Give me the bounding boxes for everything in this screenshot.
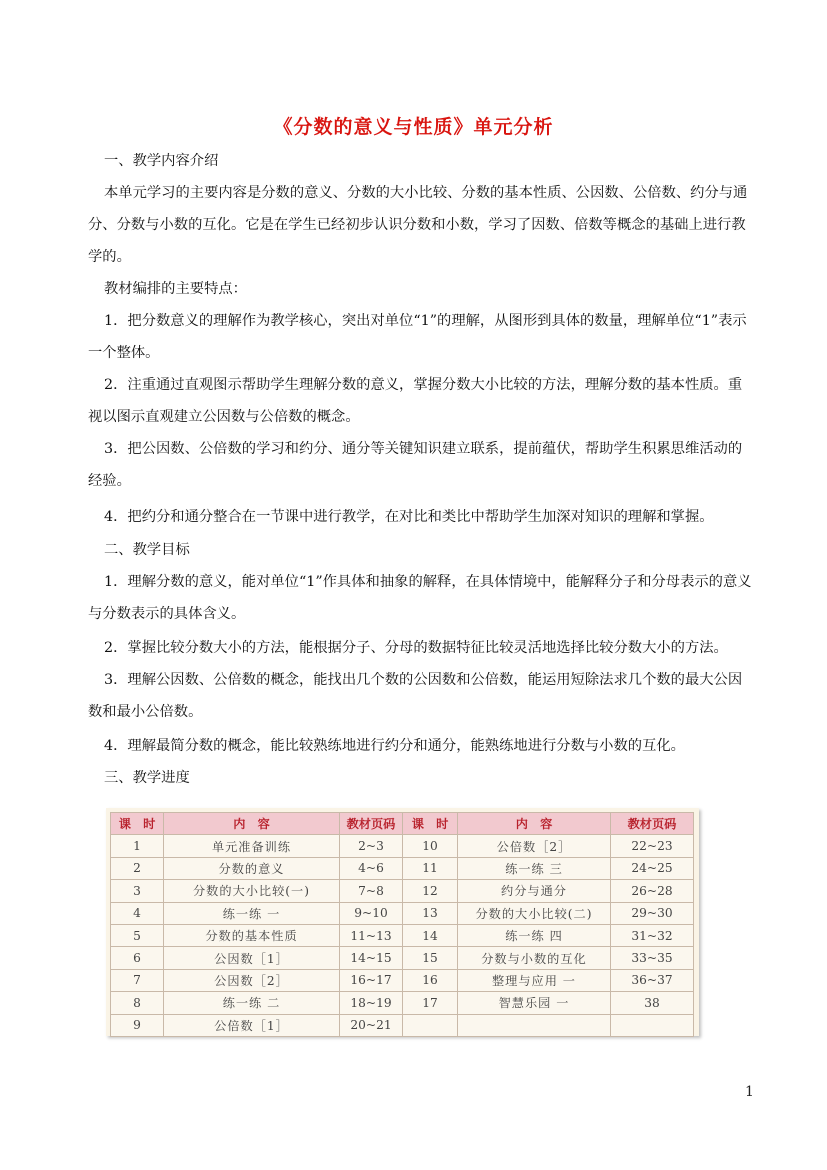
- pages-cell: [611, 1014, 694, 1036]
- pages-cell: 11~13: [340, 924, 403, 946]
- lesson-cell: 9: [111, 1014, 164, 1036]
- table-row: [111, 857, 694, 879]
- page-number: 1: [745, 1084, 754, 1100]
- feature-item-1: 1．把分数意义的理解作为教学核心，突出对单位“1”的理解，从图形到具体的数量，理解单位“1”表示一个整体。: [88, 313, 747, 361]
- goal-item-3: 3．理解公因数、公倍数的概念，能找出几个数的公因数和公倍数，能运用短除法求几个数的最大公因数和最小公倍数。: [88, 672, 743, 720]
- pages-cell: 2~3: [340, 835, 403, 857]
- table-row: [111, 880, 694, 902]
- table-row: [111, 992, 694, 1014]
- lesson-cell: 7: [111, 969, 164, 991]
- header-content: 内 容: [458, 813, 611, 835]
- content-cell: 公因数［2］: [164, 969, 340, 991]
- content-cell: 练一练 三: [458, 857, 611, 879]
- content-cell: 分数与小数的互化: [458, 947, 611, 969]
- pages-cell: 24~25: [611, 857, 694, 879]
- lesson-cell: 14: [403, 924, 458, 946]
- section3-heading: 三、教学进度: [104, 770, 190, 786]
- goal-item-4: 4．理解最简分数的概念，能比较熟练地进行约分和通分，能熟练地进行分数与小数的互化。: [104, 738, 685, 754]
- goal-item-1: 1．理解分数的意义，能对单位“1”作具体和抽象的解释，在具体情境中，能解释分子和分母表示的意义与分数表示的具体含义。: [88, 574, 752, 622]
- header-pages: 教材页码: [611, 813, 694, 835]
- feature-item-2: 2．注重通过直观图示帮助学生理解分数的意义，掌握分数大小比较的方法，理解分数的基本性质。重视以图示直观建立公因数与公倍数的概念。: [88, 377, 743, 425]
- content-cell: 约分与通分: [458, 880, 611, 902]
- header-lesson: 课 时: [111, 813, 164, 835]
- table-row: [111, 947, 694, 969]
- pages-cell: 4~6: [340, 857, 403, 879]
- content-cell: 练一练 二: [164, 992, 340, 1014]
- lesson-cell: 11: [403, 857, 458, 879]
- goal-item-2: 2．掌握比较分数大小的方法，能根据分子、分母的数据特征比较灵活地选择比较分数大小的方法。: [104, 640, 728, 656]
- content-cell: 公因数［1］: [164, 947, 340, 969]
- feature-item-4: 4．把约分和通分整合在一节课中进行教学，在对比和类比中帮助学生加深对知识的理解和掌握。: [104, 509, 714, 525]
- pages-cell: 33~35: [611, 947, 694, 969]
- content-cell: 分数的意义: [164, 857, 340, 879]
- pages-cell: 22~23: [611, 835, 694, 857]
- section1-intro: 本单元学习的主要内容是分数的意义、分数的大小比较、分数的基本性质、公因数、公倍数、约分与通分、分数与小数的互化。它是在学生已经初步认识分数和小数，学习了因数、倍数等概念的基础上进行教学的。: [88, 185, 748, 265]
- table-row: [111, 924, 694, 946]
- table-row: [111, 969, 694, 991]
- content-cell: 分数的大小比较(一): [164, 880, 340, 902]
- content-cell: [458, 1014, 611, 1036]
- lesson-cell: 15: [403, 947, 458, 969]
- header-content: 内 容: [164, 813, 340, 835]
- schedule-table: [110, 812, 694, 1037]
- lesson-cell: 10: [403, 835, 458, 857]
- lesson-cell: [403, 1014, 458, 1036]
- pages-cell: 7~8: [340, 880, 403, 902]
- pages-cell: 14~15: [340, 947, 403, 969]
- lesson-cell: 1: [111, 835, 164, 857]
- pages-cell: 38: [611, 992, 694, 1014]
- content-cell: 整理与应用 一: [458, 969, 611, 991]
- lesson-cell: 16: [403, 969, 458, 991]
- feature-item-3: 3．把公因数、公倍数的学习和约分、通分等关键知识建立联系，提前蕴伏，帮助学生积累思维活动的经验。: [88, 441, 743, 489]
- lesson-cell: 17: [403, 992, 458, 1014]
- content-cell: 公倍数［1］: [164, 1014, 340, 1036]
- header-pages: 教材页码: [340, 813, 403, 835]
- schedule-table-frame: [106, 808, 699, 1036]
- lesson-cell: 8: [111, 992, 164, 1014]
- pages-cell: 9~10: [340, 902, 403, 924]
- section2-heading: 二、教学目标: [104, 542, 190, 558]
- content-cell: 分数的大小比较(二): [458, 902, 611, 924]
- content-cell: 单元准备训练: [164, 835, 340, 857]
- features-heading: 教材编排的主要特点：: [104, 281, 247, 297]
- pages-cell: 26~28: [611, 880, 694, 902]
- lesson-cell: 2: [111, 857, 164, 879]
- content-cell: 智慧乐园 一: [458, 992, 611, 1014]
- table-header-row: [111, 813, 694, 835]
- pages-cell: 31~32: [611, 924, 694, 946]
- table-row: [111, 1014, 694, 1036]
- content-cell: 练一练 一: [164, 902, 340, 924]
- lesson-cell: 6: [111, 947, 164, 969]
- lesson-cell: 4: [111, 902, 164, 924]
- lesson-cell: 3: [111, 880, 164, 902]
- pages-cell: 18~19: [340, 992, 403, 1014]
- pages-cell: 16~17: [340, 969, 403, 991]
- section1-heading: 一、教学内容介绍: [104, 153, 219, 169]
- lesson-cell: 5: [111, 924, 164, 946]
- content-cell: 练一练 四: [458, 924, 611, 946]
- table-row: [111, 902, 694, 924]
- pages-cell: 36~37: [611, 969, 694, 991]
- content-cell: 分数的基本性质: [164, 924, 340, 946]
- table-row: [111, 835, 694, 857]
- pages-cell: 29~30: [611, 902, 694, 924]
- content-cell: 公倍数［2］: [458, 835, 611, 857]
- pages-cell: 20~21: [340, 1014, 403, 1036]
- lesson-cell: 12: [403, 880, 458, 902]
- header-lesson: 课 时: [403, 813, 458, 835]
- lesson-cell: 13: [403, 902, 458, 924]
- document-title: 《分数的意义与性质》单元分析: [273, 116, 554, 138]
